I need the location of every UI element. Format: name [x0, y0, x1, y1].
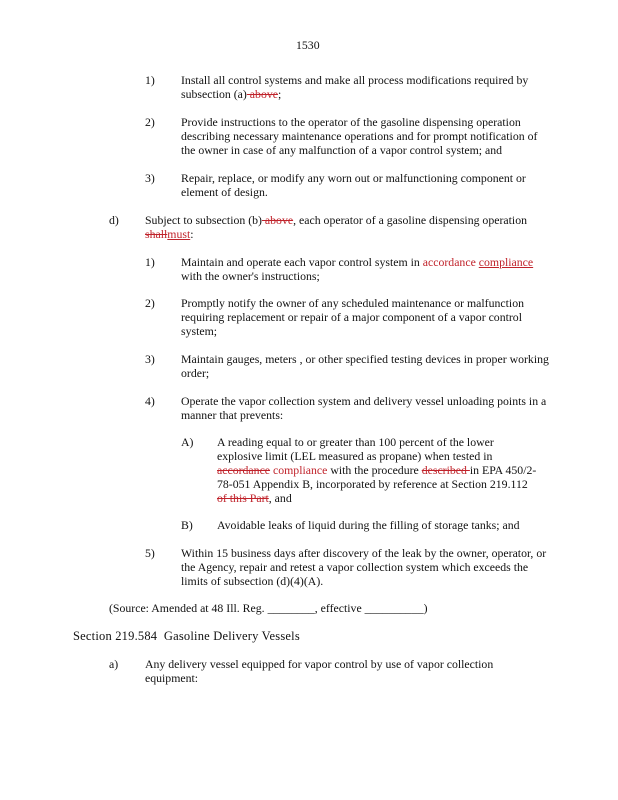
list-item-text: Avoidable leaks of liquid during the filling of storage tanks; and	[217, 518, 520, 532]
list-item-text	[181, 73, 551, 101]
highlighted-text: compliance	[270, 463, 328, 477]
subsection-marker: a)	[109, 657, 119, 671]
list-marker: 1)	[145, 73, 155, 87]
list-marker: 2)	[145, 115, 155, 129]
list-marker: 2)	[145, 296, 155, 310]
list-marker: 3)	[145, 171, 155, 185]
text-segment: A reading equal to or greater than 100 percent of the lower explosive limit (LEL measured as propane) when tested in	[217, 435, 494, 463]
list-marker: A)	[181, 435, 194, 449]
subsection-marker: d)	[109, 213, 119, 227]
list-item-text: Within 15 business days after discovery of the leak by the owner, operator, or the Agency, repair and retest a vapor collection system which exceeds the limits of subsection (d)(4)(A).	[181, 546, 547, 588]
text-segment: :	[190, 227, 194, 241]
text-segment: , and	[268, 491, 292, 505]
inserted-text: compliance	[478, 255, 534, 269]
page-number: 1530	[296, 38, 320, 52]
list-marker: 3)	[145, 352, 155, 366]
list-item-text: Repair, replace, or modify any worn out or malfunctioning component or element of design.	[181, 171, 526, 199]
deleted-text: above	[246, 87, 278, 101]
text-segment: Maintain and operate each vapor control system in	[181, 255, 423, 269]
deleted-text: above	[261, 213, 294, 227]
text-segment: Subject to subsection (b)	[145, 213, 262, 227]
inserted-text: must	[167, 227, 191, 241]
list-item-text	[181, 255, 561, 283]
text-segment: , each operator of a gasoline dispensing operation	[293, 213, 527, 227]
list-marker: 4)	[145, 394, 155, 408]
subsection-text: Any delivery vessel equipped for vapor control by use of vapor collection equipment:	[145, 657, 494, 685]
source-note: (Source: Amended at 48 Ill. Reg. ________, effective __________)	[109, 601, 428, 615]
list-item-text: Promptly notify the owner of any scheduled maintenance or malfunction requiring replacement or repair of a major component of a vapor control system;	[181, 296, 524, 338]
list-item-text: Provide instructions to the operator of the gasoline dispensing operation describing necessary maintenance operations and for prompt notification of the owner in case of any malfunction of a vapor control system; and	[181, 115, 538, 157]
text-segment: in EPA 450/2-78-051 Appendix B, incorporated by reference at Section 219.112	[217, 463, 537, 491]
text-segment: with the owner's instructions;	[181, 269, 320, 283]
deleted-text: shall	[145, 227, 168, 241]
text-segment: ;	[277, 87, 282, 101]
list-marker: 1)	[145, 255, 155, 269]
deleted-text: described	[421, 463, 470, 477]
deleted-text: accordance	[217, 463, 271, 477]
list-item-text	[217, 435, 537, 505]
deleted-text: of this Part	[217, 491, 269, 505]
list-item-text: Operate the vapor collection system and delivery vessel unloading points in a manner that prevents:	[181, 394, 547, 422]
list-item-text: Maintain gauges, meters , or other specified testing devices in proper working order;	[181, 352, 549, 380]
text-segment: with the procedure	[327, 463, 422, 477]
subsection-text	[145, 213, 545, 241]
section-heading: Section 219.584 Gasoline Delivery Vessels	[73, 629, 300, 643]
text-segment: Install all control systems and make all process modifications required by subsection (a)	[181, 73, 529, 101]
list-marker: B)	[181, 518, 193, 532]
list-marker: 5)	[145, 546, 155, 560]
highlighted-text: accordance	[422, 255, 476, 269]
